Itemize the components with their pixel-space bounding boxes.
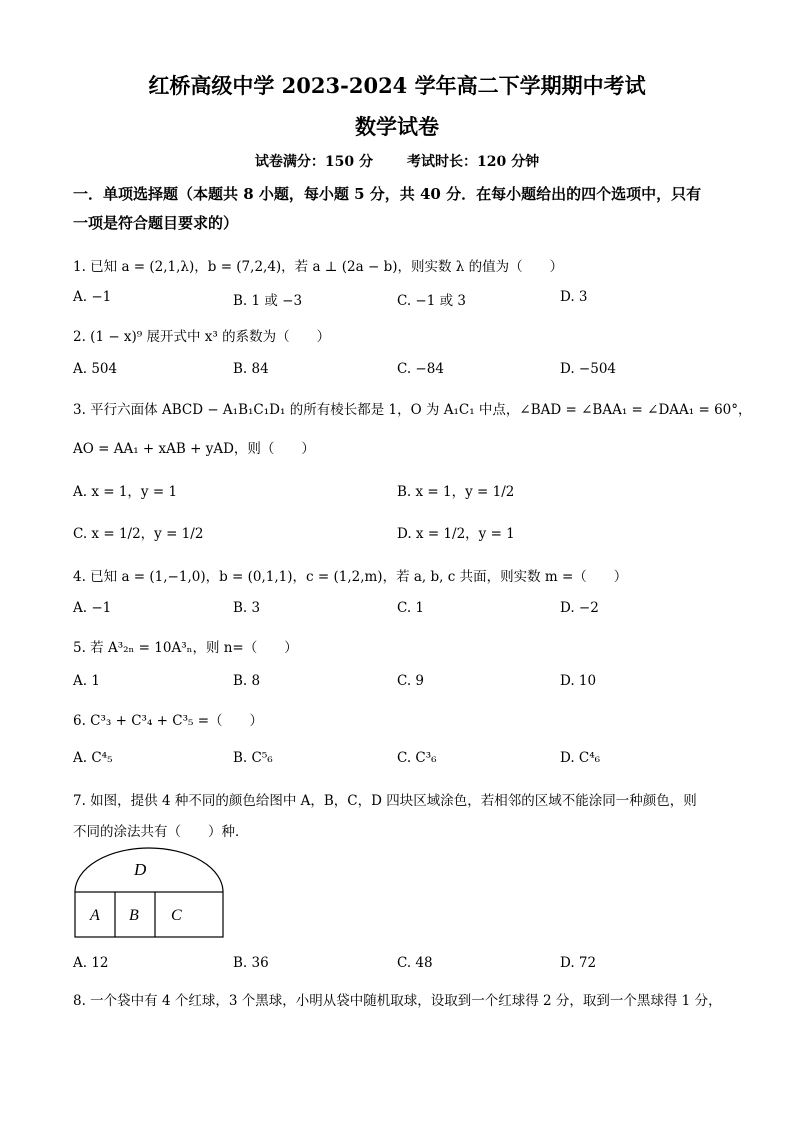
exam-meta bbox=[0, 151, 794, 171]
question-7-stem-2: 不同的涂法共有（ ）种． bbox=[73, 824, 249, 840]
q4-option-d: D. −2 bbox=[560, 600, 599, 616]
q6-option-b: B. C⁵₆ bbox=[233, 750, 273, 766]
q2-option-b: B. 84 bbox=[233, 361, 269, 377]
q2-option-a: A. 504 bbox=[73, 361, 118, 377]
duration: 考试时长：120 分钟 bbox=[407, 154, 540, 170]
q3-option-d: D. x = 1/2，y = 1 bbox=[397, 526, 515, 542]
q3-option-c: C. x = 1/2，y = 1/2 bbox=[73, 526, 204, 542]
q2-option-c: C. −84 bbox=[397, 361, 444, 377]
region-label-a: A bbox=[90, 907, 100, 924]
q7-option-c: C. 48 bbox=[397, 955, 433, 971]
q5-option-d: D. 10 bbox=[560, 673, 597, 689]
question-8-stem: 8. 一个袋中有 4 个红球，3 个黑球，小明从袋中随机取球，设取到一个红球得 2 分，取到一个黑球得 1 分， bbox=[73, 993, 722, 1009]
q4-option-b: B. 3 bbox=[233, 600, 261, 616]
question-2-stem: 2. (1 − x)⁹ 展开式中 x³ 的系数为（ ） bbox=[73, 329, 331, 345]
q2-option-d: D. −504 bbox=[560, 361, 617, 377]
figure-arc bbox=[75, 848, 223, 892]
region-coloring-figure bbox=[74, 847, 224, 939]
question-3-stem-2: AO = AA₁ + xAB + yAD，则（ ） bbox=[73, 441, 315, 457]
question-6-stem: 6. C³₃ + C³₄ + C³₅ =（ ） bbox=[73, 713, 264, 729]
question-5-stem: 5. 若 A³₂ₙ = 10A³ₙ，则 n=（ ） bbox=[73, 640, 298, 656]
q5-option-b: B. 8 bbox=[233, 673, 261, 689]
question-1-stem: 1. 已知 a = (2,1,λ)，b = (7,2,4)，若 a ⊥ (2a − b)，则实数 λ 的值为（ ） bbox=[73, 259, 564, 275]
q4-option-a: A. −1 bbox=[73, 600, 112, 616]
region-label-d: D bbox=[134, 860, 147, 879]
page-subtitle: 数学试卷 bbox=[355, 114, 439, 139]
question-7-stem: 7. 如图，提供 4 种不同的颜色给图中 A，B，C，D 四块区域涂色，若相邻的区域不能涂同一种颜色，则 bbox=[73, 793, 697, 809]
q1-option-c: C. −1 或 3 bbox=[397, 293, 467, 309]
question-4-stem: 4. 已知 a = (1,−1,0)，b = (0,1,1)，c = (1,2,m)，若 a, b, c 共面，则实数 m =（ ） bbox=[73, 569, 628, 585]
q3-option-b: B. x = 1，y = 1/2 bbox=[397, 484, 515, 500]
q1-option-a: A. −1 bbox=[73, 289, 112, 305]
section-heading-line2: 一项是符合题目要求的） bbox=[73, 214, 239, 232]
q1-option-b: B. 1 或 −3 bbox=[233, 293, 303, 309]
page-title: 红桥高级中学 2023-2024 学年高二下学期期中考试 bbox=[148, 73, 646, 98]
question-3-stem: 3. 平行六面体 ABCD − A₁B₁C₁D₁ 的所有棱长都是 1，O 为 A₁C₁ 中点，∠BAD = ∠BAA₁ = ∠DAA₁ = 60°， bbox=[73, 402, 752, 418]
q7-option-b: B. 36 bbox=[233, 955, 269, 971]
region-label-b: B bbox=[129, 907, 139, 924]
full-score: 试卷满分：150 分 bbox=[254, 154, 373, 170]
q4-option-c: C. 1 bbox=[397, 600, 425, 616]
section-heading-line1: 一．单项选择题（本题共 8 小题，每小题 5 分，共 40 分．在每小题给出的四个选项中，只有 bbox=[73, 185, 702, 203]
q3-option-a: A. x = 1，y = 1 bbox=[73, 484, 178, 500]
region-label-c: C bbox=[171, 907, 182, 924]
q7-option-a: A. 12 bbox=[73, 955, 109, 971]
q5-option-a: A. 1 bbox=[73, 673, 100, 689]
q7-option-d: D. 72 bbox=[560, 955, 597, 971]
q6-option-c: C. C³₆ bbox=[397, 750, 437, 766]
q6-option-a: A. C⁴₅ bbox=[73, 750, 113, 766]
q5-option-c: C. 9 bbox=[397, 673, 425, 689]
q1-option-d: D. 3 bbox=[560, 289, 588, 305]
q6-option-d: D. C⁴₆ bbox=[560, 750, 601, 766]
